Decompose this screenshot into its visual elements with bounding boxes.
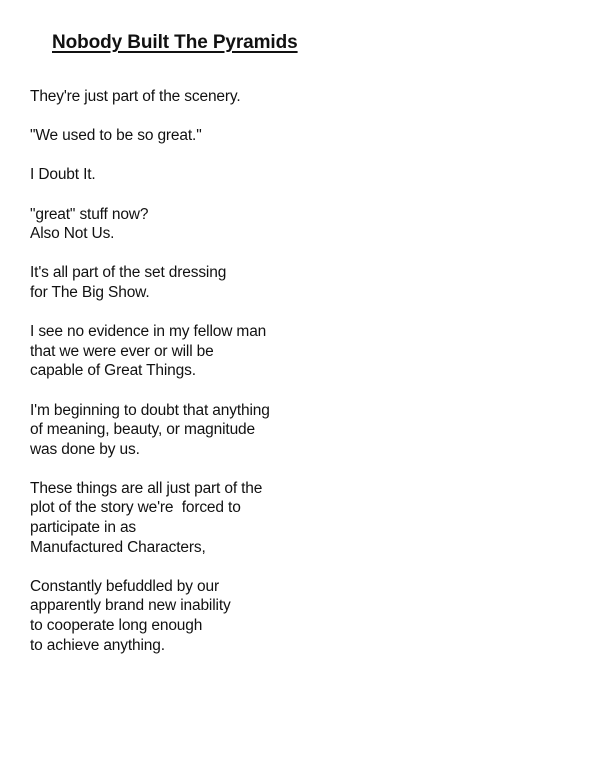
poem-line: I Doubt It. <box>30 166 96 184</box>
poem-line: They're just part of the scenery. <box>30 88 241 105</box>
poem-line: was done by us. <box>30 440 140 458</box>
stanza <box>30 322 570 381</box>
stanza <box>30 205 570 244</box>
poem-line: I see no evidence in my fellow man <box>30 323 267 341</box>
stanza <box>30 263 570 302</box>
poem-line: Also Not Us. <box>30 225 115 243</box>
poem-line: Constantly befuddled by our <box>30 577 219 595</box>
poem-line: I'm beginning to doubt that anything <box>30 401 270 419</box>
poem-line: that we were ever or will be <box>30 342 214 360</box>
stanza <box>30 401 570 460</box>
poem-line: to cooperate long enough <box>30 617 203 635</box>
poem-line: Manufactured Characters, <box>30 538 206 556</box>
poem-line: apparently brand new inability <box>30 597 231 615</box>
poem-line: plot of the story we're forced to <box>30 499 241 517</box>
poem-line: of meaning, beauty, or magnitude <box>30 421 255 439</box>
stanza <box>30 479 570 557</box>
poem-line: for The Big Show. <box>30 283 150 301</box>
stanza <box>30 87 570 107</box>
stanza <box>30 126 570 146</box>
poem-line: to achieve anything. <box>30 636 165 654</box>
poem-line: participate in as <box>30 519 137 537</box>
poem-line: It's all part of the set dressing <box>30 264 227 282</box>
poem-line: "great" stuff now? <box>30 205 149 223</box>
poem-line: These things are all just part of the <box>30 479 263 497</box>
poem-line: capable of Great Things. <box>30 362 196 380</box>
poem-body <box>30 87 570 675</box>
poem-title: Nobody Built The Pyramids <box>52 32 298 53</box>
stanza <box>30 577 570 655</box>
poem-line: "We used to be so great." <box>30 127 202 145</box>
stanza <box>30 165 570 185</box>
